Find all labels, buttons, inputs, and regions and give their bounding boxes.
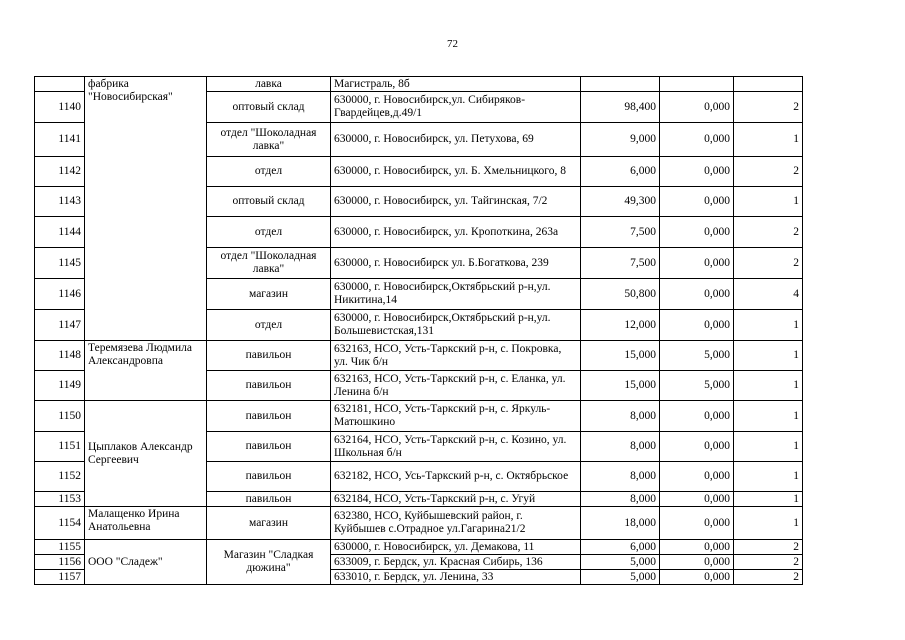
count-cell: 1 xyxy=(734,371,803,401)
address-cell: 630000, г. Новосибирск,Октябрьский р-н,ул. Большевистская,131 xyxy=(331,310,581,341)
count-cell: 1 xyxy=(734,462,803,492)
area-cell: 6,000 xyxy=(581,157,660,187)
count-cell: 1 xyxy=(734,123,803,157)
address-cell: 630000, г. Новосибирск, ул. Тайгинская, 7/2 xyxy=(331,187,581,217)
row-number: 1155 xyxy=(35,540,85,555)
area-cell: 8,000 xyxy=(581,432,660,462)
count-cell: 2 xyxy=(734,555,803,570)
object-type-cell: магазин xyxy=(207,279,331,310)
object-type-cell: оптовый склад xyxy=(207,187,331,217)
area2-cell: 0,000 xyxy=(660,92,734,123)
row-number: 1147 xyxy=(35,310,85,341)
row-number: 1145 xyxy=(35,248,85,279)
address-cell: 630000, г. Новосибирск, ул. Петухова, 69 xyxy=(331,123,581,157)
address-cell: Магистраль, 8б xyxy=(331,77,581,92)
area2-cell: 0,000 xyxy=(660,540,734,555)
area2-cell: 5,000 xyxy=(660,341,734,371)
address-cell: 630000, г. Новосибирск, ул. Демакова, 11 xyxy=(331,540,581,555)
object-type-cell: отдел xyxy=(207,217,331,248)
area2-cell: 0,000 xyxy=(660,432,734,462)
object-type-cell: лавка xyxy=(207,77,331,92)
area-cell: 15,000 xyxy=(581,341,660,371)
address-cell: 633009, г. Бердск, ул. Красная Сибирь, 136 xyxy=(331,555,581,570)
area2-cell xyxy=(660,77,734,92)
owner-cell: ООО "Сладеж" xyxy=(85,540,207,585)
address-cell: 632164, НСО, Усть-Таркский р-н, с. Козино, ул. Школьная б/н xyxy=(331,432,581,462)
count-cell: 1 xyxy=(734,341,803,371)
object-type-cell: павильон xyxy=(207,341,331,371)
row-number: 1143 xyxy=(35,187,85,217)
count-cell: 2 xyxy=(734,540,803,555)
area-cell: 5,000 xyxy=(581,570,660,585)
object-type-cell: магазин xyxy=(207,507,331,540)
count-cell: 2 xyxy=(734,248,803,279)
row-number: 1146 xyxy=(35,279,85,310)
count-cell: 1 xyxy=(734,432,803,462)
row-number: 1156 xyxy=(35,555,85,570)
area2-cell: 0,000 xyxy=(660,401,734,432)
count-cell: 1 xyxy=(734,310,803,341)
object-type-cell: отдел "Шоколадная лавка" xyxy=(207,248,331,279)
count-cell: 2 xyxy=(734,217,803,248)
address-cell: 630000, г. Новосибирск,Октябрьский р-н,ул. Никитина,14 xyxy=(331,279,581,310)
area-cell: 7,500 xyxy=(581,248,660,279)
count-cell: 1 xyxy=(734,401,803,432)
area2-cell: 0,000 xyxy=(660,217,734,248)
object-type-cell: отдел xyxy=(207,157,331,187)
area-cell: 18,000 xyxy=(581,507,660,540)
object-type-cell: Магазин "Сладкая дюжина" xyxy=(207,540,331,585)
area-cell: 8,000 xyxy=(581,492,660,507)
count-cell: 1 xyxy=(734,492,803,507)
area2-cell: 0,000 xyxy=(660,462,734,492)
row-number: 1153 xyxy=(35,492,85,507)
owner-cell: Теремязева Людмила Александровпа xyxy=(85,341,207,401)
area2-cell: 0,000 xyxy=(660,570,734,585)
row-number: 1152 xyxy=(35,462,85,492)
row-number xyxy=(35,77,85,92)
area-cell: 8,000 xyxy=(581,462,660,492)
count-cell xyxy=(734,77,803,92)
area-cell: 9,000 xyxy=(581,123,660,157)
area-cell: 5,000 xyxy=(581,555,660,570)
count-cell: 2 xyxy=(734,92,803,123)
row-number: 1144 xyxy=(35,217,85,248)
address-cell: 632163, НСО, Усть-Таркский р-н, с. Покровка, ул. Чик б/н xyxy=(331,341,581,371)
address-cell: 630000, г. Новосибирск,ул. Сибиряков-Гвардейцев,д.49/1 xyxy=(331,92,581,123)
area-cell: 98,400 xyxy=(581,92,660,123)
row-number: 1142 xyxy=(35,157,85,187)
object-type-cell: павильон xyxy=(207,462,331,492)
area2-cell: 0,000 xyxy=(660,492,734,507)
object-type-cell: павильон xyxy=(207,401,331,432)
area2-cell: 0,000 xyxy=(660,157,734,187)
object-type-cell: оптовый склад xyxy=(207,92,331,123)
owner-cell: фабрика "Новосибирская" xyxy=(85,77,207,341)
area-cell: 50,800 xyxy=(581,279,660,310)
object-type-cell: павильон xyxy=(207,371,331,401)
count-cell: 1 xyxy=(734,187,803,217)
owner-cell: Малащенко Ирина Анатольевна xyxy=(85,507,207,540)
owner-cell: Цыплаков Александр Сергеевич xyxy=(85,401,207,507)
area-cell: 49,300 xyxy=(581,187,660,217)
registry-table xyxy=(34,76,803,585)
object-type-cell: павильон xyxy=(207,432,331,462)
address-cell: 630000, г. Новосибирск, ул. Б. Хмельницкого, 8 xyxy=(331,157,581,187)
object-type-cell: павильон xyxy=(207,492,331,507)
address-cell: 630000, г. Новосибирск ул. Б.Богаткова, 239 xyxy=(331,248,581,279)
row-number: 1151 xyxy=(35,432,85,462)
address-cell: 632184, НСО, Усть-Таркский р-н, с. Угуй xyxy=(331,492,581,507)
address-cell: 633010, г. Бердск, ул. Ленина, 33 xyxy=(331,570,581,585)
object-type-cell: отдел xyxy=(207,310,331,341)
row-number: 1140 xyxy=(35,92,85,123)
address-cell: 632163, НСО, Усть-Таркский р-н, с. Еланка, ул. Ленина б/н xyxy=(331,371,581,401)
count-cell: 1 xyxy=(734,507,803,540)
area2-cell: 5,000 xyxy=(660,371,734,401)
row-number: 1141 xyxy=(35,123,85,157)
area-cell: 6,000 xyxy=(581,540,660,555)
address-cell: 632181, НСО, Усть-Таркский р-н, с. Яркуль-Матюшкино xyxy=(331,401,581,432)
row-number: 1148 xyxy=(35,341,85,371)
row-number: 1157 xyxy=(35,570,85,585)
area-cell: 12,000 xyxy=(581,310,660,341)
area2-cell: 0,000 xyxy=(660,248,734,279)
table-row xyxy=(35,341,803,371)
area2-cell: 0,000 xyxy=(660,507,734,540)
table-row xyxy=(35,540,803,555)
count-cell: 4 xyxy=(734,279,803,310)
object-type-cell: отдел "Шоколадная лавка" xyxy=(207,123,331,157)
address-cell: 630000, г. Новосибирск, ул. Кропоткина, 263а xyxy=(331,217,581,248)
area2-cell: 0,000 xyxy=(660,123,734,157)
table-row xyxy=(35,507,803,540)
area-cell: 15,000 xyxy=(581,371,660,401)
row-number: 1150 xyxy=(35,401,85,432)
area2-cell: 0,000 xyxy=(660,187,734,217)
area-cell xyxy=(581,77,660,92)
table-row xyxy=(35,401,803,432)
area2-cell: 0,000 xyxy=(660,279,734,310)
area2-cell: 0,000 xyxy=(660,310,734,341)
address-cell: 632380, НСО, Куйбышевский район, г. Куйбышев с.Отрадное ул.Гагарина21/2 xyxy=(331,507,581,540)
count-cell: 2 xyxy=(734,570,803,585)
address-cell: 632182, НСО, Усь-Таркский р-н, с. Октябрьское xyxy=(331,462,581,492)
area-cell: 8,000 xyxy=(581,401,660,432)
page-number: 72 xyxy=(447,38,458,50)
area2-cell: 0,000 xyxy=(660,555,734,570)
count-cell: 2 xyxy=(734,157,803,187)
area-cell: 7,500 xyxy=(581,217,660,248)
table-row xyxy=(35,77,803,92)
row-number: 1149 xyxy=(35,371,85,401)
row-number: 1154 xyxy=(35,507,85,540)
